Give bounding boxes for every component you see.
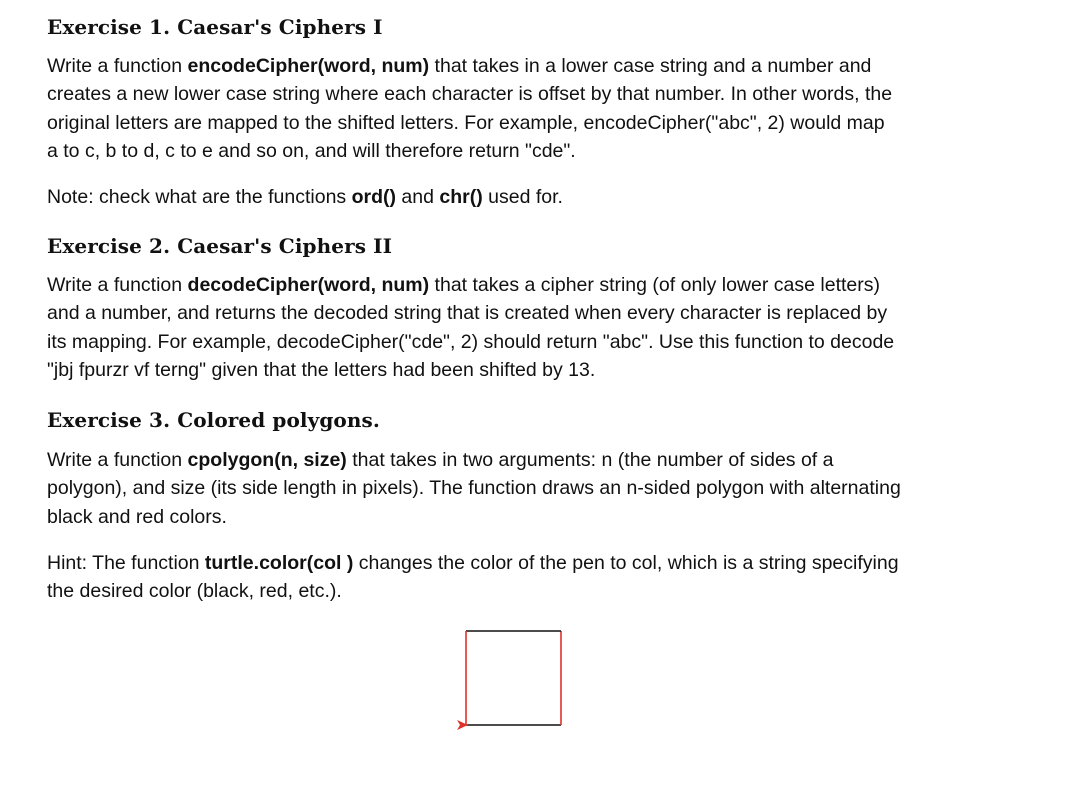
polygon-figure <box>455 625 570 740</box>
exercise-1-description <box>47 52 1007 165</box>
text-line: original letters are mapped to the shifted letters. For example, encodeCipher("abc", 2) would map <box>47 111 885 134</box>
text-span: and <box>396 186 440 208</box>
text-span: used for. <box>482 186 563 208</box>
exercise-3-description <box>47 446 1007 531</box>
exercise-3-title: Exercise 3. Colored polygons. <box>47 408 380 432</box>
text-span: Write a function <box>47 449 188 471</box>
text-span: that takes in a lower case string and a number and <box>429 55 872 77</box>
function-name-decode: decodeCipher(word, num) <box>187 274 430 296</box>
text-line: black and red colors. <box>47 505 227 528</box>
text-span: that takes a cipher string (of only lower case letters) <box>429 274 881 296</box>
text-line: creates a new lower case string where each character is offset by that number. In other words, the <box>47 83 893 106</box>
text-line: and a number, and returns the decoded string that is created when every character is replaced by <box>47 302 888 325</box>
text-span: Note: check what are the functions <box>47 186 352 208</box>
function-name-turtle-color: turtle.color(col ) <box>204 552 354 574</box>
text-span: Write a function <box>47 55 188 77</box>
function-name-cpolygon: cpolygon(n, size) <box>187 449 347 471</box>
function-name-chr: chr() <box>439 186 483 208</box>
exercise-1-title: Exercise 1. Caesar's Ciphers I <box>47 15 383 39</box>
text-line: polygon), and size (its side length in pixels). The function draws an n-sided polygon with alternating <box>47 477 901 500</box>
exercise-1-note <box>47 183 1007 211</box>
text-line: the desired color (black, red, etc.). <box>47 580 342 603</box>
exercise-2-description <box>47 271 1007 384</box>
function-name-encode: encodeCipher(word, num) <box>187 55 430 77</box>
text-line: "jbj fpurzr vf terng" given that the letters had been shifted by 13. <box>47 358 596 381</box>
text-span: Hint: The function <box>47 552 205 574</box>
text-line: its mapping. For example, decodeCipher("cde", 2) should return "abc". Use this function to decode <box>47 330 895 353</box>
function-name-ord: ord() <box>351 186 396 208</box>
text-span: Write a function <box>47 274 188 296</box>
text-span: that takes in two arguments: n (the number of sides of a <box>346 449 834 471</box>
text-span: changes the color of the pen to col, which is a string specifying <box>353 552 899 574</box>
exercise-3-hint <box>47 549 1007 606</box>
text-line: a to c, b to d, c to e and so on, and will therefore return "cde". <box>47 139 576 162</box>
exercise-2-title: Exercise 2. Caesar's Ciphers II <box>47 234 393 258</box>
